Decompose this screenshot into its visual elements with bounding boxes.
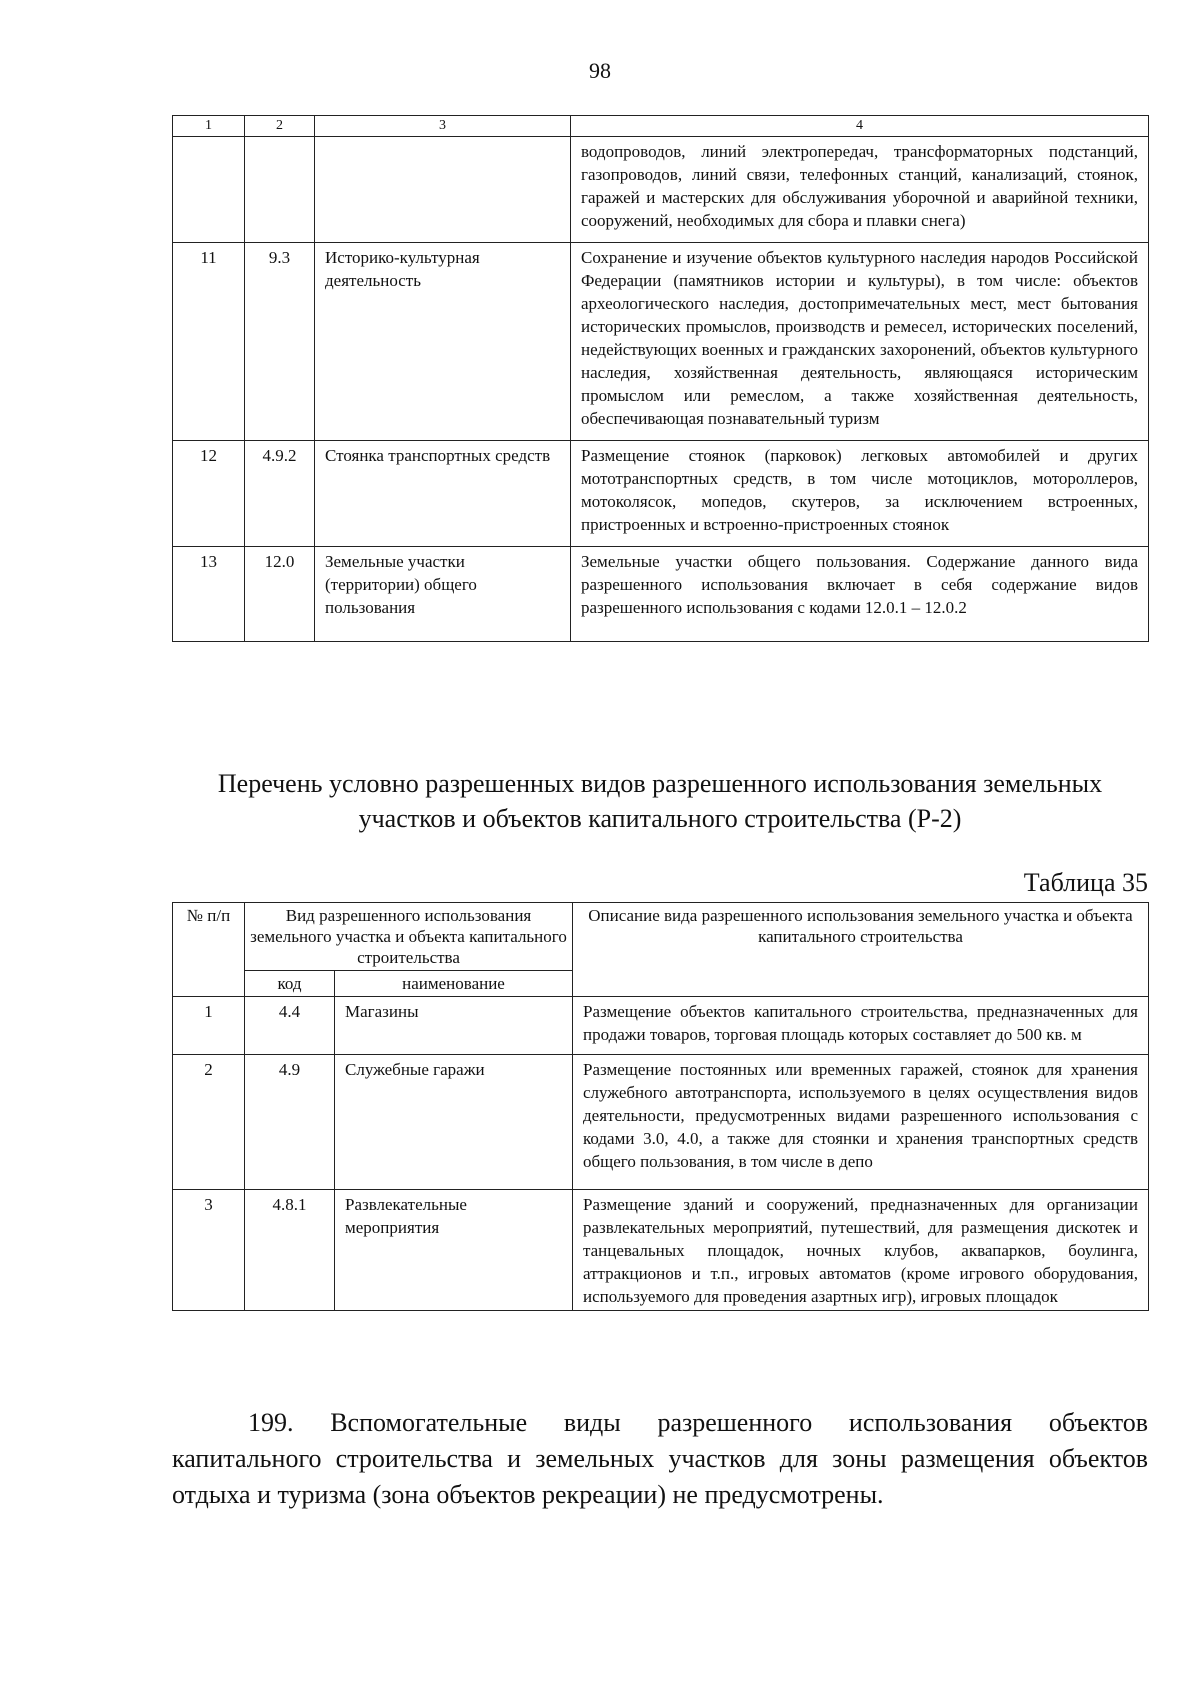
use-description: Земельные участки общего пользования. Содержание данного вида разрешенного использования включает в себя содержание видов разрешенного использования с кодами 12.0.1 – 12.0.2 [571,547,1149,642]
use-code: 4.9 [245,1055,335,1190]
column-number-cell: 2 [245,116,315,137]
header-use-type: Вид разрешенного использования земельного участка и объекта капитального строительства [245,903,573,971]
row-number: 13 [173,547,245,642]
row-number: 12 [173,441,245,547]
use-code: 4.8.1 [245,1190,335,1311]
use-code: 4.9.2 [245,441,315,547]
table-row [173,1055,1149,1190]
use-name: Стоянка транспортных средств [315,441,571,547]
table-label: Таблица 35 [1023,868,1148,897]
table-row [173,547,1149,642]
use-code [245,137,315,243]
use-description: Размещение стоянок (парковок) легковых автомобилей и других мототранспортных средств, в том числе мотоциклов, мотороллеров, мотоколясок, мопедов, скутеров, за исключением встроенных, пристроенных и встроенно-пристроенных стоянок [571,441,1149,547]
table-row [173,137,1149,243]
table-header-row [173,903,1149,971]
use-code: 4.4 [245,997,335,1055]
row-number: 11 [173,243,245,441]
column-number-cell: 1 [173,116,245,137]
table-row [173,1190,1149,1311]
conditionally-permitted-uses-table [172,902,1149,1311]
row-number: 3 [173,1190,245,1311]
table-row [173,997,1149,1055]
row-number [173,137,245,243]
use-name [315,137,571,243]
table-row [173,441,1149,547]
paragraph-199: 199. Вспомогательные виды разрешенного использования объектов капитального строительства и земельных участков для зоны размещения объектов отдыха и туризма (зона объектов рекреации) не предусмотрены. [172,1408,1148,1509]
column-number-row [173,116,1149,137]
use-name: Историко-культурная деятельность [315,243,571,441]
use-name: Земельные участки (территории) общего пользования [315,547,571,642]
permitted-uses-table-continuation [172,115,1149,642]
header-description: Описание вида разрешенного использования земельного участка и объекта капитального строительства [573,903,1149,997]
page-number: 98 [589,58,611,83]
use-name: Развлекательные мероприятия [335,1190,573,1311]
table-row [173,243,1149,441]
use-code: 12.0 [245,547,315,642]
header-code: код [245,971,335,997]
use-name: Магазины [335,997,573,1055]
column-number-cell: 3 [315,116,571,137]
header-name: наименование [335,971,573,997]
row-number: 1 [173,997,245,1055]
row-number: 2 [173,1055,245,1190]
use-description: Размещение зданий и сооружений, предназначенных для организации развлекательных мероприятий, путешествий, для размещения дискотек и танцевальных площадок, ночных клубов, аквапарков, боулинга, аттракционов и т.п., игровых автоматов (кроме игрового оборудования, используемого для проведения азартных игр), игровых площадок [573,1190,1149,1311]
column-number-cell: 4 [571,116,1149,137]
section-title: Перечень условно разрешенных видов разрешенного использования земельных участков и объектов капитального строительства (Р-2) [217,769,1103,833]
header-number: № п/п [173,903,245,997]
use-description: Размещение постоянных или временных гаражей, стоянок для хранения служебного автотранспорта, используемого в целях осуществления видов деятельности, предусмотренных видами разрешенного использования с кодами 3.0, 4.0, а также для стоянки и хранения транспортных средств общего пользования, в том числе в депо [573,1055,1149,1190]
use-description: водопроводов, линий электропередач, трансформаторных подстанций, газопроводов, линий связи, телефонных станций, канализаций, стоянок, гаражей и мастерских для обслуживания уборочной и аварийной техники, сооружений, необходимых для сбора и плавки снега) [571,137,1149,243]
use-name: Служебные гаражи [335,1055,573,1190]
use-description: Размещение объектов капитального строительства, предназначенных для продажи товаров, торговая площадь которых составляет до 500 кв. м [573,997,1149,1055]
use-code: 9.3 [245,243,315,441]
use-description: Сохранение и изучение объектов культурного наследия народов Российской Федерации (памятников истории и культуры), в том числе: объектов археологического наследия, достопримечательных мест, мест бытования исторических промыслов, производств и ремесел, исторических поселений, недействующих военных и гражданских захоронений, объектов культурного наследия, хозяйственная деятельность, являющаяся историческим промыслом или ремеслом, а также хозяйственная деятельность, обеспечивающая познавательный туризм [571,243,1149,441]
